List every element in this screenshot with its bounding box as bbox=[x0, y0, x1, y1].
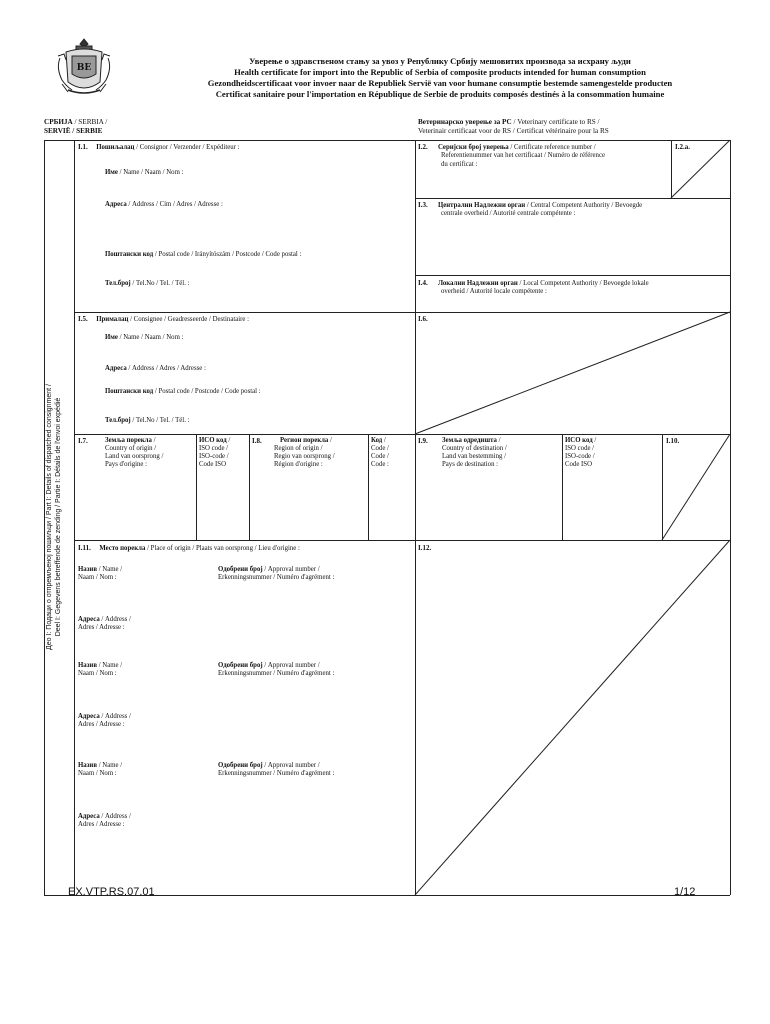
box-i7-country-l0: / bbox=[151, 437, 156, 444]
consignee-postal-label-rest: / Postal code / Postcode / Code postal : bbox=[153, 388, 261, 395]
box-i11-title-rest: / Place of origin / Plaats van oorsprong / Lieu d'origine : bbox=[145, 545, 300, 552]
origin-address-label-rest: / Address / bbox=[99, 813, 131, 820]
certificate-type-header bbox=[418, 118, 609, 136]
certificate-type-line2: Veterinair certificaat voor de RS / Certificat vétérinaire pour la RS bbox=[418, 127, 609, 135]
origin-name-label-bold: Назив bbox=[78, 762, 98, 769]
origin-address-field-1[interactable] bbox=[78, 616, 131, 624]
box-i6-crossout bbox=[415, 312, 730, 434]
consignor-tel-label-bold: Тел.број bbox=[105, 280, 131, 287]
box-i7-country-l1: Country of origin / bbox=[105, 445, 157, 452]
origin-address-field-3[interactable] bbox=[78, 813, 131, 821]
box-i9-country-bold: Земља одредишта bbox=[442, 437, 497, 444]
origin-address-label-bold: Адреса bbox=[78, 616, 100, 623]
page-number: 1/12 bbox=[674, 886, 696, 898]
consignor-tel-label-rest: / Tel.No / Tel. / Tél. : bbox=[130, 280, 190, 287]
origin-name-line2: Naam / Nom : bbox=[78, 670, 117, 677]
sidebar-line1: Део I: Подаци о отпремљеној пошиљци / Part I: Details of dispatched consignment / bbox=[46, 383, 53, 651]
consignee-postal-label-bold: Поштански код bbox=[105, 388, 154, 395]
box-i9-country-l2: Land van bestemming / bbox=[442, 453, 506, 460]
origin-approval-line2: Erkenningsnummer / Numéro d'agrément : bbox=[218, 574, 335, 581]
box-i8-region-l0: / bbox=[328, 437, 332, 444]
sidebar-line2: Deel I: Gegevens betreffende de zending / Partie I: Détails de l'envoi expédié bbox=[55, 397, 62, 637]
box-i8-code-l0: / bbox=[382, 437, 386, 444]
box-i7-iso-l3: Code ISO bbox=[199, 461, 226, 468]
origin-address-line2: Adres / Adresse : bbox=[78, 624, 125, 631]
box-i3-title-rest: / Central Competent Authority / Bevoegde bbox=[525, 202, 643, 209]
box-i4-title-bold: Локални Надлежни орган bbox=[437, 280, 518, 287]
box-i9-iso-l0: / bbox=[592, 437, 597, 444]
document-code: EX.VTP.RS.07.01 bbox=[68, 886, 155, 898]
title-line-dutch: Gezondheidscertificaat voor invoer naar de Republiek Servië van voor humane consumptie bestemde samengestelde producten bbox=[207, 78, 673, 88]
origin-address-label-rest: / Address / bbox=[99, 616, 131, 623]
title-line-french: Certificat sanitaire pour l'importation en République de Serbie de produits composés destinés à la consommation humaine bbox=[215, 89, 665, 99]
consignor-postal-label-rest: / Postal code / Irányítószám / Postcode / Code postal : bbox=[153, 251, 302, 258]
box-i8-region-l3: Région d'origine : bbox=[274, 461, 323, 468]
box-i2-number: I.2. bbox=[418, 143, 428, 151]
part-one-sidebar bbox=[44, 140, 74, 895]
box-i2-line3: du certificat : bbox=[441, 161, 478, 168]
consignor-address-label-rest: / Address / Cím / Adres / Adresse : bbox=[126, 201, 223, 208]
box-i1-number: I.1. bbox=[78, 143, 88, 151]
box-i1-title-rest: / Consignor / Verzender / Expéditeur : bbox=[134, 144, 240, 151]
box-i8-region-bold: Регион порекла bbox=[280, 437, 329, 444]
box-i11-title-bold: Место порекла bbox=[99, 545, 146, 552]
box-i4-line2: overheid / Autorité locale compétente : bbox=[441, 288, 547, 295]
box-i8-code-l2: Code / bbox=[371, 453, 389, 460]
title-line-serbian: Уверење о здравственом стању за увоз у Републику Србију мешовитих производа за исхрану људи bbox=[249, 56, 631, 66]
origin-name-field-2[interactable] bbox=[78, 662, 122, 670]
origin-address-line2: Adres / Adresse : bbox=[78, 821, 125, 828]
consignee-address-label-bold: Адреса bbox=[105, 365, 127, 372]
consignor-address-field[interactable] bbox=[105, 201, 223, 209]
consignor-name-label-bold: Име bbox=[105, 169, 118, 176]
box-i4-number: I.4. bbox=[418, 279, 428, 287]
consignor-name-field[interactable] bbox=[105, 169, 183, 177]
coat-of-arms-icon bbox=[52, 36, 116, 100]
box-i11-number: I.11. bbox=[78, 544, 91, 552]
box-i7-number: I.7. bbox=[78, 437, 88, 445]
origin-approval-line2: Erkenningsnummer / Numéro d'agrément : bbox=[218, 770, 335, 777]
consignee-tel-label-bold: Тел.број bbox=[105, 417, 131, 424]
box-i2-title-bold: Серијски број уверења bbox=[437, 144, 509, 151]
box-i7-iso-l1: ISO code / bbox=[199, 445, 229, 452]
origin-address-label-bold: Адреса bbox=[78, 713, 100, 720]
origin-approval-label-bold: Одобрени број bbox=[218, 566, 263, 573]
consignee-tel-field[interactable] bbox=[105, 417, 190, 425]
box-i7-country-bold: Земља порекла bbox=[105, 437, 152, 444]
origin-name-field-1[interactable] bbox=[78, 566, 122, 574]
box-i12-crossout bbox=[415, 540, 730, 895]
box-i2-title-rest: / Certificate reference number / bbox=[508, 144, 596, 151]
title-line-english: Health certificate for import into the Republic of Serbia of composite products intended for human consumption bbox=[234, 67, 646, 77]
box-i9-country-l3: Pays de destination : bbox=[442, 461, 499, 468]
origin-approval-label-bold: Одобрени број bbox=[218, 662, 263, 669]
origin-name-label-rest: / Name / bbox=[97, 662, 123, 669]
box-i3-number: I.3. bbox=[418, 201, 428, 209]
origin-approval-label-bold: Одобрени број bbox=[218, 762, 263, 769]
consignee-name-field[interactable] bbox=[105, 334, 183, 342]
box-i8-region-l2: Regio van oorsprong / bbox=[274, 453, 335, 460]
consignor-name-label-rest: / Name / Naam / Nom : bbox=[117, 169, 184, 176]
box-i9-iso-bold: ИСО код bbox=[565, 437, 593, 444]
certificate-type-rest: / Veterinary certificate to RS / bbox=[511, 118, 600, 126]
box-i10-number: I.10. bbox=[666, 437, 680, 445]
origin-name-label-rest: / Name / bbox=[97, 566, 123, 573]
origin-approval-label-rest: / Approval number / bbox=[262, 762, 320, 769]
box-i9-iso-l2: ISO-code / bbox=[565, 453, 595, 460]
origin-name-label-bold: Назив bbox=[78, 662, 98, 669]
box-i7-iso-l0: / bbox=[226, 437, 231, 444]
box-i7-country-l3: Pays d'origine : bbox=[105, 461, 148, 468]
origin-address-field-2[interactable] bbox=[78, 713, 131, 721]
box-i7-iso-l2: ISO-code / bbox=[199, 453, 229, 460]
origin-name-line2: Naam / Nom : bbox=[78, 574, 117, 581]
box-i9-number: I.9. bbox=[418, 437, 428, 445]
box-i8-number: I.8. bbox=[252, 437, 262, 445]
consignor-postal-field[interactable] bbox=[105, 251, 301, 259]
box-i8-code-l3: Code : bbox=[371, 461, 389, 468]
origin-name-label-bold: Назив bbox=[78, 566, 98, 573]
box-i10-crossout bbox=[662, 434, 730, 540]
box-i12-number: I.12. bbox=[418, 544, 432, 552]
consignee-name-label-rest: / Name / Naam / Nom : bbox=[117, 334, 184, 341]
box-i7-country-l2: Land van oorsprong / bbox=[105, 453, 164, 460]
box-i7-iso-bold: ИСО код bbox=[199, 437, 227, 444]
consignee-address-label-rest: / Address / Adres / Adresse : bbox=[126, 365, 206, 372]
origin-address-label-bold: Адреса bbox=[78, 813, 100, 820]
svg-text:BE: BE bbox=[76, 63, 92, 73]
certificate-type-bold: Ветеринарско уверење за РС bbox=[418, 118, 512, 126]
origin-approval-field-2[interactable] bbox=[218, 662, 320, 670]
consignor-postal-label-bold: Поштански код bbox=[105, 251, 154, 258]
box-i5-title-bold: Прималац bbox=[96, 316, 129, 323]
consignee-tel-label-rest: / Tel.No / Tel. / Tél. : bbox=[130, 417, 190, 424]
consignee-postal-field[interactable] bbox=[105, 388, 261, 396]
box-i9-country-l0: / bbox=[496, 437, 501, 444]
box-i9-iso-l1: ISO code / bbox=[565, 445, 595, 452]
country-header-line2: SERVIË / SERBIE bbox=[44, 127, 103, 135]
box-i4-title-rest: / Local Competent Authority / Bevoegde lokale bbox=[517, 280, 649, 287]
origin-approval-line2: Erkenningsnummer / Numéro d'agrément : bbox=[218, 670, 335, 677]
box-i3-line2: centrale overheid / Autorité centrale compétente : bbox=[441, 210, 576, 217]
box-i2a-number: I.2.a. bbox=[675, 143, 690, 151]
consignor-address-label-bold: Адреса bbox=[105, 201, 127, 208]
origin-name-field-3[interactable] bbox=[78, 762, 122, 770]
consignee-name-label-bold: Име bbox=[105, 334, 118, 341]
box-i9-country-l1: Country of destination / bbox=[442, 445, 507, 452]
box-i3-title-bold: Централни Надлежни орган bbox=[437, 202, 526, 209]
box-i8-region-l1: Region of origin / bbox=[274, 445, 323, 452]
consignor-tel-field[interactable] bbox=[105, 280, 190, 288]
box-i8-code-bold: Код bbox=[371, 437, 383, 444]
origin-name-line2: Naam / Nom : bbox=[78, 770, 117, 777]
consignee-address-field[interactable] bbox=[105, 365, 206, 373]
origin-address-line2: Adres / Adresse : bbox=[78, 721, 125, 728]
document-title bbox=[120, 56, 760, 100]
origin-address-label-rest: / Address / bbox=[99, 713, 131, 720]
origin-approval-field-1[interactable] bbox=[218, 566, 320, 574]
box-i5-title-rest: / Consignee / Geadresseerde / Destinataire : bbox=[128, 316, 249, 323]
box-i5-number: I.5. bbox=[78, 315, 88, 323]
box-i9-iso-l3: Code ISO bbox=[565, 461, 592, 468]
country-header bbox=[44, 118, 107, 136]
origin-approval-label-rest: / Approval number / bbox=[262, 662, 320, 669]
origin-name-label-rest: / Name / bbox=[97, 762, 123, 769]
box-i8-code-l1: Code / bbox=[371, 445, 389, 452]
box-i6-number: I.6. bbox=[418, 315, 428, 323]
country-header-rest: / SERBIA / bbox=[72, 118, 108, 126]
origin-approval-field-3[interactable] bbox=[218, 762, 320, 770]
country-header-bold: СРБИЈА bbox=[44, 118, 73, 126]
box-i1-title-bold: Пошиљалац bbox=[96, 144, 135, 151]
origin-approval-label-rest: / Approval number / bbox=[262, 566, 320, 573]
box-i2-line2: Referentienummer van het certificaat / Numéro de référence bbox=[441, 152, 605, 159]
